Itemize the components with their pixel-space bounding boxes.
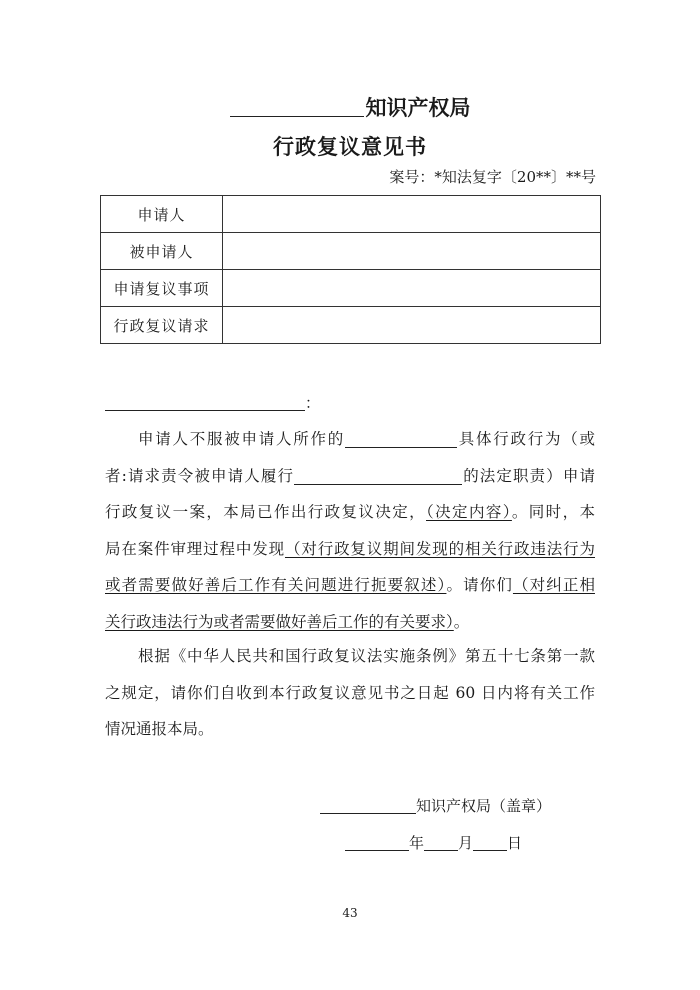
text-line [105, 494, 595, 531]
text-segment: 。 [453, 612, 470, 631]
table-row [101, 270, 601, 307]
addressee-line [105, 392, 320, 413]
text-line: 之规定，请你们自收到本行政复议意见书之日起 60 日内将有关工作 [105, 683, 595, 702]
text-line [105, 567, 595, 604]
title-suffix: 知识产权局 [365, 96, 471, 120]
document-title [0, 92, 700, 122]
addressee-colon: ： [305, 394, 321, 412]
text-line [105, 531, 595, 568]
text-line [105, 421, 595, 458]
table-row [101, 307, 601, 344]
table-row [101, 233, 601, 270]
body-paragraph-1 [105, 421, 595, 640]
text-segment: 具体行政行为（或 [456, 430, 595, 448]
signature-text: 知识产权局（盖章） [416, 797, 552, 815]
blank-duty [294, 466, 462, 485]
text-segment: 者:请求责令被申请人履行 [105, 466, 295, 485]
underlined-segment: （对行政复议期间发现的相关行政违法行为 [284, 539, 595, 558]
document-subtitle: 行政复议意见书 [273, 135, 427, 159]
row-label: 申请复议事项 [101, 270, 223, 307]
text-segment: 。同时，本 [511, 503, 595, 521]
year-blank [345, 834, 409, 851]
year-label: 年 [409, 834, 425, 852]
day-blank [473, 834, 507, 851]
text-segment: 申请人不服被申请人所作的 [138, 430, 345, 448]
addressee-blank [105, 394, 305, 411]
underlined-segment: （对纠正相 [512, 576, 595, 594]
underlined-segment: 或者需要做好善后工作有关问题进行扼要叙述） [105, 576, 447, 594]
row-label: 行政复议请求 [101, 307, 223, 344]
text-line: 情况通报本局。 [105, 720, 214, 738]
body-paragraph-2 [105, 638, 595, 748]
row-value [223, 270, 601, 307]
row-value [223, 196, 601, 233]
month-blank [424, 834, 458, 851]
table-row [101, 196, 601, 233]
row-label: 被申请人 [101, 233, 223, 270]
signature-line [320, 795, 551, 816]
bureau-name-blank [230, 96, 364, 117]
row-label: 申请人 [101, 196, 223, 233]
text-line [105, 458, 595, 495]
case-number: 案号：*知法复字〔20**〕**号 [389, 168, 596, 186]
row-value [223, 307, 601, 344]
text-segment: 的法定职责）申请 [462, 466, 595, 485]
row-value [223, 233, 601, 270]
underlined-segment: （决定内容） [426, 503, 512, 521]
date-line [345, 832, 522, 853]
page-number: 43 [342, 906, 358, 920]
info-table [100, 195, 601, 344]
text-segment: 行政复议一案，本局已作出行政复议决定， [105, 503, 427, 521]
text-segment: 局在案件审理过程中发现 [105, 539, 285, 558]
text-line [105, 604, 595, 641]
day-label: 日 [507, 834, 523, 852]
month-label: 月 [458, 834, 474, 852]
signature-blank [320, 797, 416, 814]
underlined-segment: 关行政违法行为或者需要做好善后工作的有关要求） [105, 612, 454, 631]
text-line: 根据《中华人民共和国行政复议法实施条例》第五十七条第一款 [138, 647, 595, 665]
text-segment: 。请你们 [446, 576, 513, 594]
blank-action [345, 429, 457, 448]
